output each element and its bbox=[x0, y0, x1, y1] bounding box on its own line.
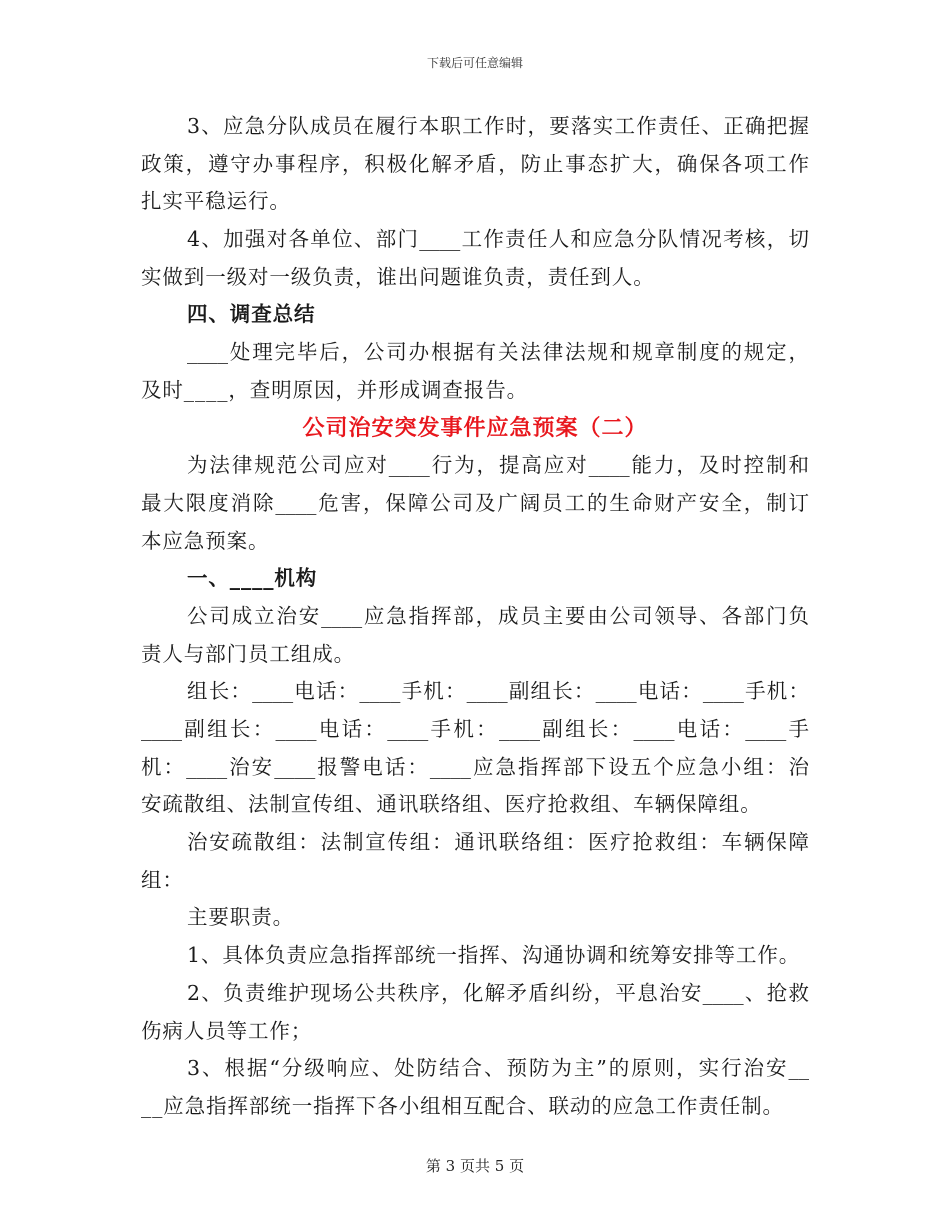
text-line: 组： bbox=[141, 867, 184, 892]
text-line: 政策，遵守办事程序，积极化解矛盾，防止事态扩大，确保各项工作 bbox=[141, 151, 809, 176]
text-line: 最大限度消除____危害，保障公司及广阔员工的生命财产安全，制订 bbox=[141, 490, 809, 515]
text-line: 机：____治安____报警电话：____应急指挥部下设五个应急小组：治 bbox=[141, 754, 809, 779]
text-line: 扎实平稳运行。 bbox=[141, 189, 291, 214]
text-line: 主要职责。 bbox=[187, 905, 294, 930]
text-line: 及时____，查明原因，并形成调查报告。 bbox=[141, 377, 528, 402]
page-footer: 第 3 页共 5 页 bbox=[425, 1157, 525, 1175]
page-header: 下载后可任意编辑 bbox=[426, 56, 523, 70]
text-line: 为法律规范公司应对____行为，提高应对____能力，及时控制和 bbox=[187, 453, 809, 478]
text-line: 责人与部门员工组成。 bbox=[141, 641, 355, 666]
section-heading: 四、调查总结 bbox=[187, 302, 316, 327]
text-line: 3、应急分队成员在履行本职工作时，要落实工作责任、正确把握 bbox=[187, 114, 809, 138]
text-line: 本应急预案。 bbox=[141, 528, 270, 553]
text-line: 1、具体负责应急指挥部统一指挥、沟通协调和统筹安排等工作。 bbox=[187, 943, 801, 968]
text-line: 治安疏散组：法制宣传组：通讯联络组：医疗抢救组：车辆保障 bbox=[187, 830, 809, 855]
text-line: 3、根据“分级响应、处防结合、预防为主”的原则，实行治安__ bbox=[187, 1056, 809, 1081]
text-line: 4、加强对各单位、部门____工作责任人和应急分队情况考核，切 bbox=[187, 227, 809, 252]
section-title: 公司治安突发事件应急预案（二） bbox=[302, 414, 648, 441]
text-line: 实做到一级对一级负责，谁出问题谁负责，责任到人。 bbox=[141, 264, 655, 289]
text-line: 伤病人员等工作； bbox=[141, 1018, 313, 1043]
text-line: ____处理完毕后，公司办根据有关法律法规和规章制度的规定， bbox=[187, 340, 809, 365]
section-heading: 一、____机构 bbox=[187, 566, 318, 591]
text-line: 组长：____电话：____手机：____副组长：____电话：____手机： bbox=[187, 679, 809, 704]
text-line: 公司成立治安____应急指挥部，成员主要由公司领导、各部门负 bbox=[187, 603, 809, 628]
text-line: 安疏散组、法制宣传组、通讯联络组、医疗抢救组、车辆保障组。 bbox=[141, 792, 762, 817]
text-line: 2、负责维护现场公共秩序，化解矛盾纠纷，平息治安____、抢救 bbox=[187, 980, 809, 1005]
document-body bbox=[141, 108, 809, 1126]
text-line: ____副组长：____电话：____手机：____副组长：____电话：____手 bbox=[141, 717, 809, 741]
text-line: __应急指挥部统一指挥下各小组相互配合、联动的应急工作责任制。 bbox=[141, 1093, 784, 1118]
